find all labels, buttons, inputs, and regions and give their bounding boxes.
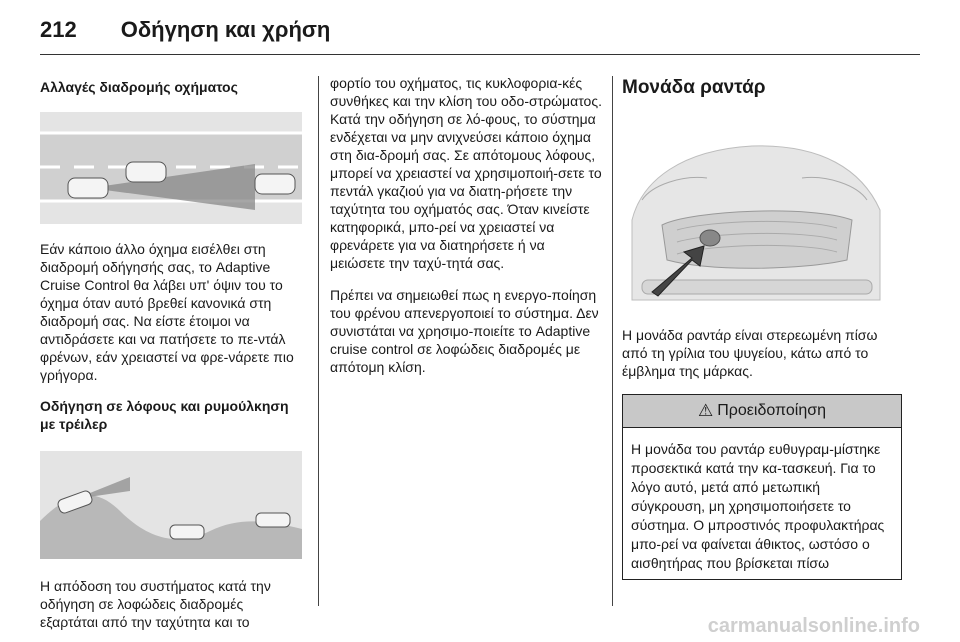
column-divider-2 xyxy=(612,76,613,606)
warning-header xyxy=(623,395,901,428)
warning-box xyxy=(622,394,902,580)
radar-location-text: Η μονάδα ραντάρ είναι στερεωμένη πίσω από τη γρίλια του ψυγείου, κάτω από το έμβλημα της μάρκας. xyxy=(622,327,878,379)
header-divider xyxy=(40,54,920,55)
section-heading-radar-unit: Μονάδα ραντάρ xyxy=(622,77,766,98)
lane-change-text: Εάν κάποιο άλλο όχημα εισέλθει στη διαδρομή οδήγησής σας, το Adaptive Cruise Control θα λάβει υπ' όψιν του το όχημα όταν αυτό βρεθεί κανονικά στη διαδρομή σας. Να είστε έτοιμοι να αντιδράσετε και να πατήσετε το πε-ντάλ φρένων, εάν χρειαστεί να φρε-νάρετε πιο γρήγορα. xyxy=(40,241,294,383)
section-heading-hills-towing: Οδήγηση σε λόφους και ρυμούλκηση με τρέιλερ xyxy=(40,398,289,432)
page-header xyxy=(40,10,330,50)
lane-change-illustration xyxy=(40,112,302,224)
hills-text-continued: φορτίο του οχήματος, τις κυκλοφορια-κές συνθήκες και την κλίση του οδο-στρώματος. Κατά την οδήγηση σε λό-φους, το σύστημα ενδέχεται να μην ανιχνεύσει κάποιο όχημα στη δια-δρομή σας. Σε απότομους λόφους, μπορεί να χρειαστεί να χρησιμοποιή-σετε το πεντάλ γκαζιού για να διατη-ρήσετε την ταχύτητα του οχήματός σας. Όταν κινείστε κατηφορικά, μπο-ρεί να χρειαστεί να φρενάρετε για να διατηρήσετε ή να μειώσετε την ταχύ-τητά σας. xyxy=(330,75,602,271)
hills-drawing xyxy=(40,451,302,559)
lane-change-drawing xyxy=(40,112,302,224)
car-front-drawing xyxy=(622,110,884,316)
radar-unit-illustration xyxy=(622,110,902,316)
hills-illustration xyxy=(40,451,302,559)
brake-deactivation-text: Πρέπει να σημειωθεί πως η ενεργο-ποίηση του φρένου απενεργοποιεί το σύστημα. Δεν συνιστάται να χρησιμο-ποιείτε το Adaptive cruise control σε λοφώδεις διαδρομές με απότομη κλίση. xyxy=(330,287,599,375)
watermark: carmanualsonline.info xyxy=(707,615,920,637)
warning-icon: ⚠ xyxy=(697,401,714,420)
column-3 xyxy=(622,68,902,580)
section-heading-lane-change: Αλλαγές διαδρομής οχήματος xyxy=(40,79,238,95)
column-2 xyxy=(330,74,602,376)
page-number: 212 xyxy=(40,17,77,42)
chapter-title: Οδήγηση και χρήση xyxy=(120,17,331,42)
warning-title: Προειδοποίηση xyxy=(717,402,826,419)
hills-text: Η απόδοση του συστήματος κατά την οδήγηση σε λοφώδεις διαδρομές εξαρτάται από την ταχύτητα και το xyxy=(40,578,271,630)
warning-body: Η μονάδα του ραντάρ ευθυγραμ-μίστηκε προσεκτικά κατά την κα-τασκευή. Για το λόγο αυτό, μετά από μετωπική σύγκρουση, μη χρησιμοποιήσετε το σύστημα. Ο μπροστινός προφυλακτήρας μπο-ρεί να φαίνεται άθικτος, ωστόσο ο αισθητήρας που βρίσκεται πίσω xyxy=(631,441,885,571)
column-divider-1 xyxy=(318,76,319,606)
column-1 xyxy=(40,68,302,631)
